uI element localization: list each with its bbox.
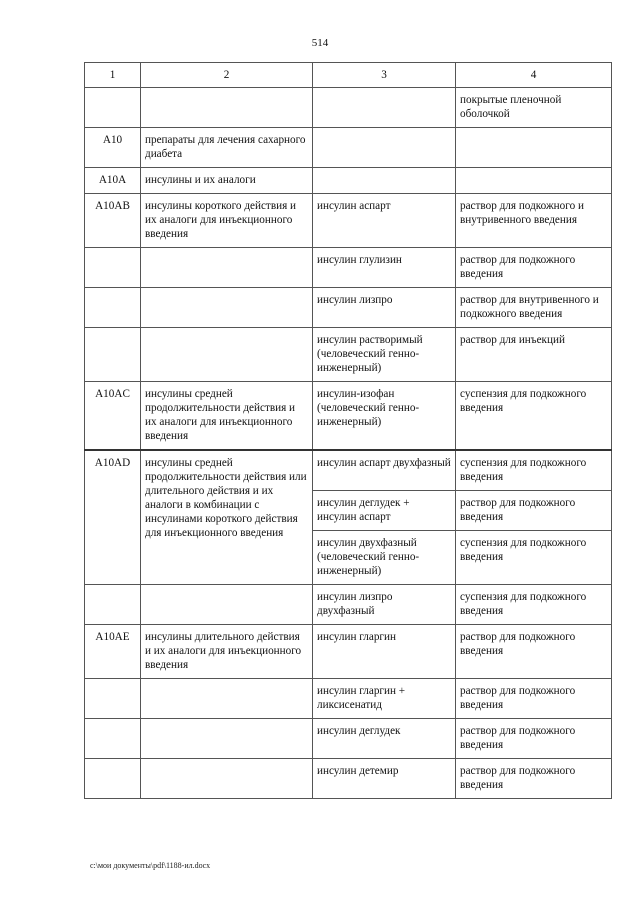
table-row (85, 288, 612, 328)
group-name (141, 328, 313, 382)
atc-code: A10AD (85, 450, 141, 585)
group-name: инсулины и их аналоги (141, 168, 313, 194)
table-row (85, 88, 612, 128)
dosage-form (456, 128, 612, 168)
group-name: инсулины длительного действия и их аналоги для инъекционного введения (141, 625, 313, 679)
table-row (85, 128, 612, 168)
table-row (85, 585, 612, 625)
column-header-3: 3 (313, 63, 456, 88)
drug-name: инсулин деглудек + инсулин аспарт (313, 491, 456, 531)
drug-name: инсулин растворимый (человеческий генно-инженерный) (313, 328, 456, 382)
group-name: инсулины средней продолжительности действия и их аналоги для инъекционного введения (141, 382, 313, 451)
atc-code (85, 679, 141, 719)
dosage-form: раствор для внутривенного и подкожного введения (456, 288, 612, 328)
dosage-form: раствор для подкожного введения (456, 248, 612, 288)
atc-code (85, 328, 141, 382)
dosage-form: раствор для подкожного введения (456, 679, 612, 719)
drug-name: инсулин гларгин (313, 625, 456, 679)
drug-name: инсулин аспарт (313, 194, 456, 248)
drug-name: инсулин детемир (313, 759, 456, 799)
atc-code: A10AC (85, 382, 141, 451)
group-name (141, 248, 313, 288)
dosage-form (456, 168, 612, 194)
dosage-form: раствор для подкожного введения (456, 625, 612, 679)
dosage-form: суспензия для подкожного введения (456, 382, 612, 451)
drug-name: инсулин лизпро (313, 288, 456, 328)
dosage-form: раствор для подкожного введения (456, 759, 612, 799)
atc-code (85, 248, 141, 288)
header-row (85, 63, 612, 88)
group-name (141, 759, 313, 799)
drug-table (84, 62, 612, 799)
group-name (141, 679, 313, 719)
drug-name: инсулин лизпро двухфазный (313, 585, 456, 625)
atc-code: A10AE (85, 625, 141, 679)
drug-name: инсулин деглудек (313, 719, 456, 759)
column-header-1: 1 (85, 63, 141, 88)
drug-name: инсулин гларгин + ликсисенатид (313, 679, 456, 719)
atc-code (85, 288, 141, 328)
table-row (85, 328, 612, 382)
table-row (85, 679, 612, 719)
page-number: 514 (311, 37, 329, 49)
drug-name: инсулин аспарт двухфазный (313, 450, 456, 491)
table-row (85, 625, 612, 679)
atc-code (85, 759, 141, 799)
column-header-4: 4 (456, 63, 612, 88)
dosage-form: раствор для инъекций (456, 328, 612, 382)
dosage-form: суспензия для подкожного введения (456, 531, 612, 585)
drug-name (313, 128, 456, 168)
table-row (85, 759, 612, 799)
table-row (85, 719, 612, 759)
drug-name: инсулин глулизин (313, 248, 456, 288)
drug-name: инсулин-изофан (человеческий генно-инженерный) (313, 382, 456, 451)
table-row (85, 168, 612, 194)
drug-name (313, 88, 456, 128)
drug-name: инсулин двухфазный (человеческий генно-инженерный) (313, 531, 456, 585)
group-name: препараты для лечения сахарного диабета (141, 128, 313, 168)
drug-name (313, 168, 456, 194)
dosage-form: покрытые пленочной оболочкой (456, 88, 612, 128)
table-row (85, 194, 612, 248)
dosage-form: раствор для подкожного и внутривенного введения (456, 194, 612, 248)
dosage-form: раствор для подкожного введения (456, 491, 612, 531)
dosage-form: суспензия для подкожного введения (456, 585, 612, 625)
group-name (141, 288, 313, 328)
dosage-form: раствор для подкожного введения (456, 719, 612, 759)
group-name (141, 719, 313, 759)
group-name: инсулины короткого действия и их аналоги для инъекционного введения (141, 194, 313, 248)
atc-code: A10AB (85, 194, 141, 248)
dosage-form: суспензия для подкожного введения (456, 450, 612, 491)
footer-file-path: c:\мои документы\pdf\1188-ил.docx (90, 861, 211, 870)
group-name (141, 585, 313, 625)
atc-code (85, 585, 141, 625)
column-header-2: 2 (141, 63, 313, 88)
table-row (85, 450, 612, 491)
atc-code: A10 (85, 128, 141, 168)
group-name: инсулины средней продолжительности действия или длительного действия и их аналоги в комбинации с инсулинами короткого действия для инъекционного введения (141, 450, 313, 585)
table-row (85, 248, 612, 288)
atc-code (85, 88, 141, 128)
group-name (141, 88, 313, 128)
table-row (85, 382, 612, 451)
atc-code: A10A (85, 168, 141, 194)
atc-code (85, 719, 141, 759)
